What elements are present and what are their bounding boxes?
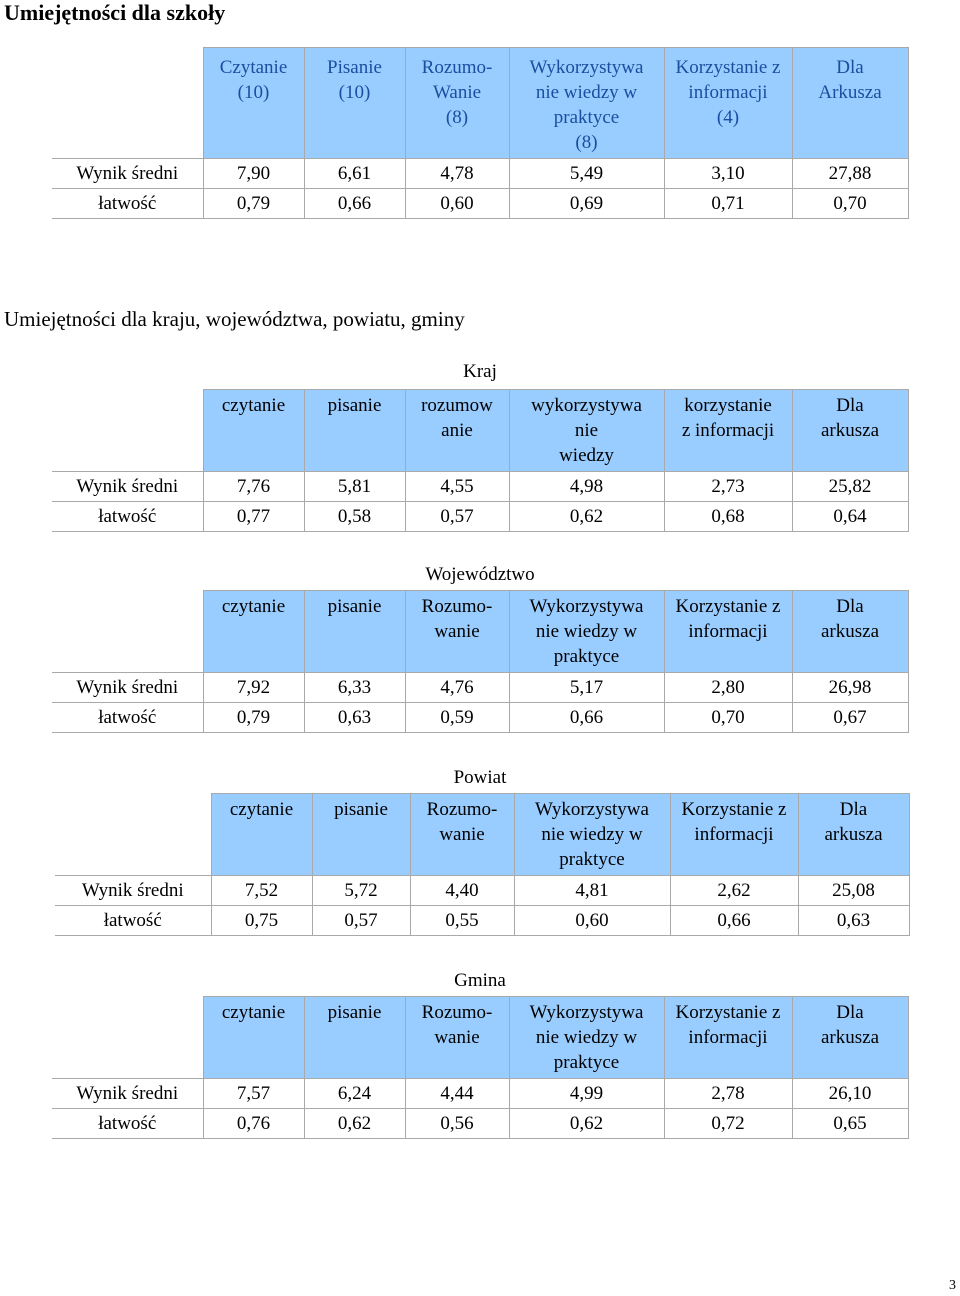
header-corner-cell (52, 997, 203, 1079)
table-cell: 26,10 (792, 1079, 908, 1109)
kraj-header-row (52, 390, 908, 472)
table-cell: 27,88 (792, 159, 908, 189)
school-header-row (52, 48, 908, 159)
table-row (52, 1079, 908, 1109)
table-cell: 0,58 (304, 502, 405, 532)
table-cell: 5,81 (304, 472, 405, 502)
table-cell: 4,99 (509, 1079, 664, 1109)
column-header: czytanie (203, 997, 304, 1079)
header-corner-cell (52, 48, 203, 159)
table-cell: 6,24 (304, 1079, 405, 1109)
header-corner-cell (55, 794, 211, 876)
table-cell: 4,76 (405, 673, 509, 703)
row-label: łatwość (52, 502, 203, 532)
table-cell: 2,73 (664, 472, 792, 502)
table-cell: 0,76 (203, 1109, 304, 1139)
table-cell: 4,78 (405, 159, 509, 189)
row-label: Wynik średni (52, 472, 203, 502)
column-header: pisanie (304, 591, 405, 673)
table-cell: 6,33 (304, 673, 405, 703)
table-cell: 0,63 (304, 703, 405, 733)
column-header: Korzystanie z informacji (670, 794, 798, 876)
column-header: Dla arkusza (798, 794, 909, 876)
table-cell: 0,71 (664, 189, 792, 219)
school-section-title: Umiejętności dla szkoły (4, 0, 226, 25)
table-cell: 0,55 (410, 906, 514, 936)
table-row (52, 159, 908, 189)
row-label: łatwość (52, 189, 203, 219)
column-header: Czytanie (10) (203, 48, 304, 159)
table-cell: 0,57 (312, 906, 410, 936)
gmina-header-row (52, 997, 908, 1079)
kraj-table (52, 389, 909, 532)
column-header: czytanie (203, 390, 304, 472)
column-header: Korzystanie z informacji (664, 591, 792, 673)
table-cell: 0,72 (664, 1109, 792, 1139)
table-cell: 2,62 (670, 876, 798, 906)
column-header: pisanie (304, 997, 405, 1079)
table-cell: 0,56 (405, 1109, 509, 1139)
table-cell: 0,67 (792, 703, 908, 733)
row-label: Wynik średni (52, 673, 203, 703)
row-label: łatwość (52, 703, 203, 733)
column-header: korzystanie z informacji (664, 390, 792, 472)
row-label: łatwość (52, 1109, 203, 1139)
table-cell: 4,44 (405, 1079, 509, 1109)
header-corner-cell (52, 390, 203, 472)
column-header: Rozumo- Wanie (8) (405, 48, 509, 159)
header-corner-cell (52, 591, 203, 673)
table-cell: 0,60 (405, 189, 509, 219)
table-cell: 0,66 (304, 189, 405, 219)
school-table (52, 47, 909, 219)
table-cell: 0,65 (792, 1109, 908, 1139)
table-cell: 0,70 (664, 703, 792, 733)
column-header: Dla arkusza (792, 390, 908, 472)
column-header: Wykorzystywa nie wiedzy w praktyce (8) (509, 48, 664, 159)
column-header: Wykorzystywa nie wiedzy w praktyce (509, 591, 664, 673)
table-cell: 7,90 (203, 159, 304, 189)
row-label: Wynik średni (52, 1079, 203, 1109)
wojewodztwo-table (52, 590, 909, 733)
column-header: Dla Arkusza (792, 48, 908, 159)
table-cell: 26,98 (792, 673, 908, 703)
powiat-caption: Powiat (453, 767, 507, 788)
table-cell: 4,81 (514, 876, 670, 906)
table-row (52, 703, 908, 733)
table-cell: 0,66 (670, 906, 798, 936)
table-cell: 7,57 (203, 1079, 304, 1109)
table-cell: 0,62 (509, 502, 664, 532)
column-header: rozumow anie (405, 390, 509, 472)
column-header: Rozumo- wanie (405, 997, 509, 1079)
column-header: Wykorzystywa nie wiedzy w praktyce (514, 794, 670, 876)
table-cell: 0,68 (664, 502, 792, 532)
table-cell: 7,92 (203, 673, 304, 703)
table-row (55, 906, 909, 936)
table-row (52, 472, 908, 502)
table-cell: 0,60 (514, 906, 670, 936)
column-header: Dla arkusza (792, 591, 908, 673)
column-header: pisanie (304, 390, 405, 472)
table-cell: 4,55 (405, 472, 509, 502)
wojewodztwo-header-row (52, 591, 908, 673)
table-cell: 0,57 (405, 502, 509, 532)
table-cell: 0,79 (203, 189, 304, 219)
column-header: Pisanie (10) (304, 48, 405, 159)
kraj-caption: Kraj (463, 361, 497, 382)
powiat-table (55, 793, 910, 936)
table-cell: 0,69 (509, 189, 664, 219)
table-cell: 4,40 (410, 876, 514, 906)
table-row (52, 502, 908, 532)
table-cell: 0,64 (792, 502, 908, 532)
column-header: Dla arkusza (792, 997, 908, 1079)
table-cell: 2,80 (664, 673, 792, 703)
table-cell: 0,62 (304, 1109, 405, 1139)
powiat-header-row (55, 794, 909, 876)
table-cell: 4,98 (509, 472, 664, 502)
wojewodztwo-caption: Województwo (425, 564, 535, 585)
table-cell: 0,75 (211, 906, 312, 936)
region-section-title: Umiejętności dla kraju, województwa, powiatu, gminy (4, 307, 465, 331)
page-number: 3 (949, 1278, 956, 1293)
table-cell: 7,52 (211, 876, 312, 906)
table-cell: 2,78 (664, 1079, 792, 1109)
table-cell: 6,61 (304, 159, 405, 189)
table-cell: 0,62 (509, 1109, 664, 1139)
column-header: wykorzystywa nie wiedzy (509, 390, 664, 472)
gmina-table (52, 996, 909, 1139)
table-cell: 0,66 (509, 703, 664, 733)
table-cell: 3,10 (664, 159, 792, 189)
row-label: łatwość (55, 906, 211, 936)
column-header: pisanie (312, 794, 410, 876)
table-row (52, 189, 908, 219)
column-header: czytanie (203, 591, 304, 673)
table-cell: 5,17 (509, 673, 664, 703)
table-cell: 5,72 (312, 876, 410, 906)
table-cell: 7,76 (203, 472, 304, 502)
table-cell: 0,59 (405, 703, 509, 733)
table-row (55, 876, 909, 906)
table-cell: 5,49 (509, 159, 664, 189)
row-label: Wynik średni (55, 876, 211, 906)
column-header: czytanie (211, 794, 312, 876)
table-row (52, 1109, 908, 1139)
column-header: Korzystanie z informacji (664, 997, 792, 1079)
column-header: Rozumo- wanie (410, 794, 514, 876)
table-cell: 0,77 (203, 502, 304, 532)
table-cell: 25,08 (798, 876, 909, 906)
gmina-caption: Gmina (454, 970, 506, 991)
table-cell: 25,82 (792, 472, 908, 502)
column-header: Wykorzystywa nie wiedzy w praktyce (509, 997, 664, 1079)
table-cell: 0,79 (203, 703, 304, 733)
column-header: Korzystanie z informacji (4) (664, 48, 792, 159)
table-cell: 0,63 (798, 906, 909, 936)
column-header: Rozumo- wanie (405, 591, 509, 673)
row-label: Wynik średni (52, 159, 203, 189)
table-cell: 0,70 (792, 189, 908, 219)
table-row (52, 673, 908, 703)
